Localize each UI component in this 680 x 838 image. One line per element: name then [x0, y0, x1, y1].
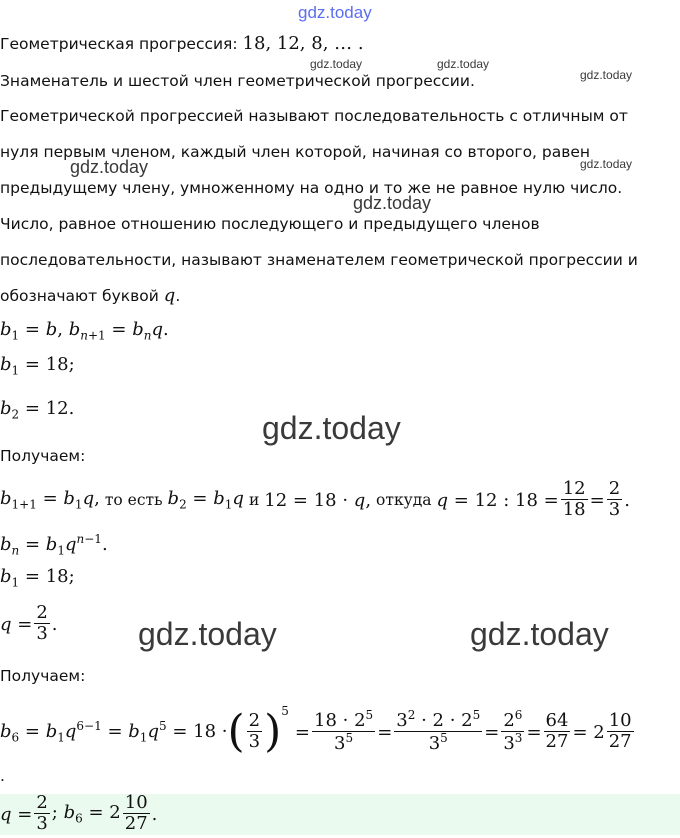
formula-bn: $b_n = b_1q^{n-1}$.	[0, 532, 108, 558]
watermark: gdz.today	[353, 193, 432, 213]
sequence-label: Геометрическая прогрессия:	[0, 35, 238, 53]
definition-line: последовательности, называют знаменателем геометрической прогрессии и	[0, 251, 638, 269]
definition-text: обозначают буквой	[0, 287, 159, 305]
watermark-large: gdz.today	[262, 410, 401, 446]
watermark-top: gdz.today	[298, 3, 372, 22]
formula-b6: $b_6 = b_1q^{6-1} = b_1q^5 = 18$ · ( $\frac{2}{3}$ ) $^5$ = $\frac{18 \cdot 2^5}{3^5}$ = $\frac{3^2 \cdot 2 \cdot 2^5}{3^5}$ = $\frac{2^6}{3^3}$ = $\frac{64}{27}$ = 2 $\frac{10}{27}$	[0, 704, 632, 757]
answer-box	[0, 791, 680, 835]
definition-line: Геометрической прогрессией называют последовательность с отличным от	[0, 107, 628, 125]
text-i: и	[248, 491, 260, 509]
watermark: gdz.today	[310, 57, 363, 71]
task-line: Знаменатель и шестой член геометрической прогрессии.	[0, 72, 475, 90]
formula-recurrence: $b_1 = b$, $b_{n+1} = b_nq$.	[0, 319, 169, 343]
formula-b2: $b_2 = 12$.	[0, 398, 75, 422]
formula-b1: $b_1 = 18$;	[0, 354, 75, 378]
formula-b1-repeat: $b_1 = 18$;	[0, 566, 75, 590]
poluchaem-label: Получаем:	[0, 447, 86, 465]
definition-line: обозначают буквой q.	[0, 285, 181, 306]
watermark-large: gdz.today	[138, 616, 277, 652]
sequence-line	[0, 34, 364, 54]
watermark: gdz.today	[70, 157, 149, 177]
definition-line: Число, равное отношению последующего и предыдущего членов	[0, 215, 540, 233]
text-otkuda: откуда	[376, 491, 432, 509]
formula-q-derivation: $b_{1+1} = b_1q$, то есть $b_2 = b_1q$ и 12 = 18 · q, откуда q = 12 : 18 = $\frac{12}{18}$ = $\frac{2}{3}$ .	[0, 477, 630, 520]
watermark: gdz.today	[580, 157, 633, 171]
variable-q: q	[163, 285, 176, 306]
sequence-values: 18, 12, 8, … .	[242, 33, 364, 54]
text-to-est: то есть	[104, 491, 163, 509]
answer-formula: q = $\frac{2}{3}$ ; $b_6 = 2$ $\frac{10}{27}$ .	[0, 791, 158, 834]
formula-q-value: q = $\frac{2}{3}$ .	[0, 601, 58, 644]
watermark: gdz.today	[437, 57, 490, 71]
watermark: gdz.today	[580, 68, 633, 82]
definition-line: нуля первым членом, каждый член которой, начиная со второго, равен	[0, 143, 591, 161]
poluchaem-label: Получаем:	[0, 667, 86, 685]
definition-line: предыдущему члену, умноженному на одно и то же не равное нулю число.	[0, 179, 623, 197]
period-line: .	[0, 767, 5, 785]
watermark-large: gdz.today	[470, 616, 609, 652]
